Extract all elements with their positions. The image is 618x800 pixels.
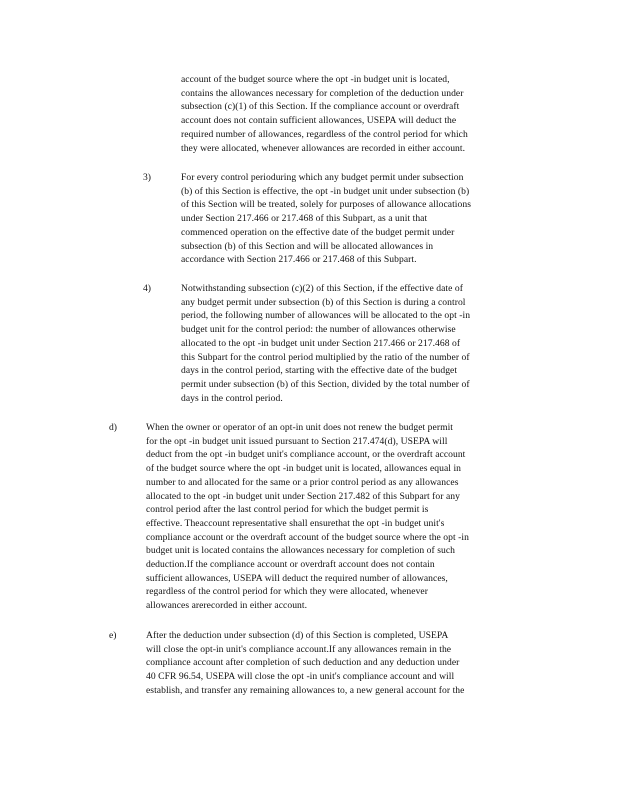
text-line: number to and allocated for the same or a prior control period as any allowances xyxy=(146,476,459,488)
text-line: will close the opt-in unit's compliance account.If any allowances remain in the xyxy=(146,643,452,655)
text-line: deduction.If the compliance account or overdraft account does not contain xyxy=(146,559,435,571)
text-line: accordance with Section 217.466 or 217.468 of this Subpart. xyxy=(181,254,417,266)
text-line: After the deduction under subsection (d) of this Section is completed, USEPA xyxy=(146,630,449,641)
paragraph-3 xyxy=(181,171,541,267)
text-line: allocated to the opt -in budget unit under Section 217.466 or 217.468 of xyxy=(181,337,461,349)
text-line: budget unit for the control period: the number of allowances otherwise xyxy=(181,324,456,336)
text-line: 40 CFR 96.54, USEPA will close the opt -in unit's compliance account and will xyxy=(146,671,455,683)
paragraph-label-3: 3) xyxy=(143,172,151,183)
text-line: control period after the last control period for which the budget permit is xyxy=(146,504,429,516)
text-line: allocated to the opt -in budget unit under Section 217.482 of this Subpart for any xyxy=(146,490,460,502)
text-line: establish, and transfer any remaining allowances to, a new general account for the xyxy=(146,684,465,696)
text-line: Notwithstanding subsection (c)(2) of this Section, if the effective date of xyxy=(181,283,463,294)
text-line: When the owner or operator of an opt-in unit does not renew the budget permit xyxy=(146,422,454,433)
paragraph-e xyxy=(146,629,546,698)
text-line: under Section 217.466 or 217.468 of this Subpart, as a unit that xyxy=(181,213,428,225)
text-line: days in the control period. xyxy=(181,392,283,404)
text-line: of the budget source where the opt -in budget unit is located, allowances equal in xyxy=(146,463,462,475)
text-line: this Subpart for the control period multiplied by the ratio of the number of xyxy=(181,351,470,363)
text-line: (b) of this Section is effective, the opt -in budget unit under subsection (b) xyxy=(181,185,470,197)
text-line: contains the allowances necessary for completion of the deduction under xyxy=(181,87,464,99)
text-line: required number of allowances, regardless of the control period for which xyxy=(181,128,468,140)
text-line: effective. Theaccount representative shall ensurethat the opt -in budget unit's xyxy=(146,517,445,529)
text-line: days in the control period, starting with the effective date of the budget xyxy=(181,365,458,377)
text-line: any budget permit under subsection (b) of this Section is during a control xyxy=(181,296,466,308)
text-line: compliance account or the overdraft account of the budget source where the opt -in xyxy=(146,531,469,543)
text-line: sufficient allowances, USEPA will deduct the required number of allowances, xyxy=(146,572,448,584)
text-line: deduct from the opt -in budget unit's compliance account, or the overdraft account xyxy=(146,449,466,461)
text-line: regardless of the control period for which they were allocated, whenever xyxy=(146,586,428,598)
text-line: subsection (b) of this Section and will be allocated allowances in xyxy=(181,240,434,252)
paragraph-label-4: 4) xyxy=(143,283,151,294)
text-line: account of the budget source where the opt -in budget unit is located, xyxy=(181,74,450,85)
text-line: commenced operation on the effective date of the budget permit under xyxy=(181,226,455,238)
paragraph-continuation xyxy=(181,73,541,155)
paragraph-label-e: e) xyxy=(109,630,117,641)
text-line: of this Section will be treated, solely for purposes of allowance allocations xyxy=(181,199,471,211)
text-line: allowances arerecorded in either account. xyxy=(146,600,308,612)
paragraph-d xyxy=(146,421,546,613)
text-line: compliance account after completion of such deduction and any deduction under xyxy=(146,657,460,669)
text-line: budget unit is located contains the allowances necessary for completion of such xyxy=(146,545,455,557)
paragraph-4 xyxy=(181,282,541,405)
text-line: for the opt -in budget unit issued pursuant to Section 217.474(d), USEPA will xyxy=(146,435,448,447)
text-line: they were allocated, whenever allowances are recorded in either account. xyxy=(181,142,466,154)
text-line: For every control perioduring which any budget permit under subsection xyxy=(181,172,464,183)
text-line: subsection (c)(1) of this Section. If the compliance account or overdraft xyxy=(181,101,460,113)
text-line: permit under subsection (b) of this Section, divided by the total number of xyxy=(181,378,470,390)
text-line: period, the following number of allowances will be allocated to the opt -in xyxy=(181,310,471,322)
text-line: account does not contain sufficient allowances, USEPA will deduct the xyxy=(181,115,457,127)
paragraph-label-d: d) xyxy=(109,422,117,433)
